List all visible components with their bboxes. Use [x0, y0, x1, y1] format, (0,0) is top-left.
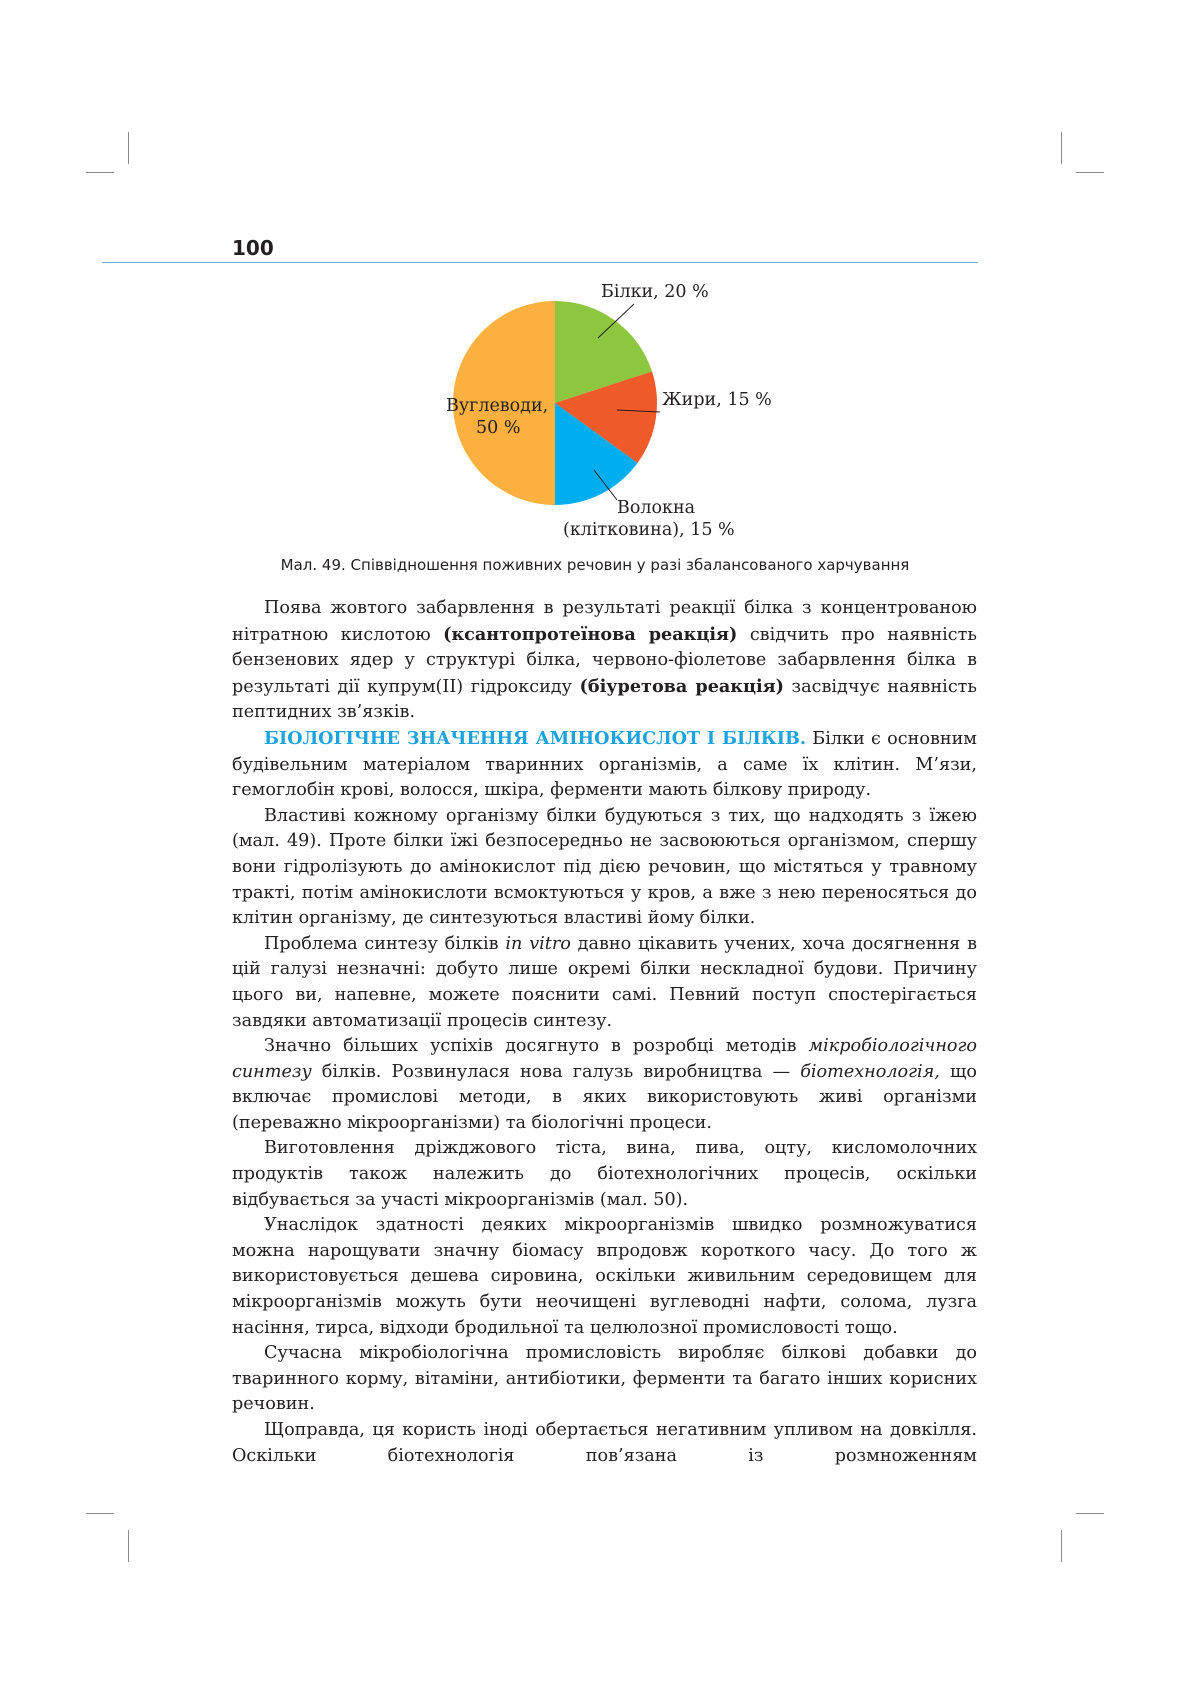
- paragraph: Властиві кожному організму білки будуються з тих, що надходять з їжею (мал. 49). Проте білки їжі безпосередньо не засвоюються організмом, спершу вони гідролізують до амінокислот під дією речовин, що містяться у травному тракті, потім амінокислоти всмоктуються у кров, а вже з нею переносяться до клітин організму, де синтезуються властиві йому білки.: [232, 805, 977, 929]
- paragraph: Унаслідок здатності деяких мікроорганізмів швидко розмножуватися можна нарощувати значну біомасу впродовж короткого часу. До того ж використовується дешева сировина, оскільки живильним середовищем для мікроорганізмів можуть бути неочищені вуглеводні нафти, солома, лузга насіння, тирса, відходи бродильної та целюлозної промисловості тощо.: [232, 1215, 977, 1338]
- label-fats: Жири, 15 %: [662, 390, 772, 410]
- paragraph: БІОЛОГІЧНЕ ЗНАЧЕННЯ АМІНОКИСЛОТ І БІЛКІВ. Білки є основним будівельним матеріалом тваринних організмів, а саме їх клітин. М’язи, гемоглобін крові, волосся, шкіра, ферменти мають білкову природу.: [232, 727, 977, 801]
- section-heading: БІОЛОГІЧНЕ ЗНАЧЕННЯ АМІНОКИСЛОТ І БІЛКІВ.: [264, 727, 806, 749]
- crop-mark: [86, 1513, 114, 1514]
- label-proteins: Білки, 20 %: [601, 282, 709, 302]
- paragraph: Виготовлення дріжджового тіста, вина, пива, оцту, кисломолочних продуктів також належить до біотехнологічних процесів, оскільки відбувається за участі мікроорганізмів (мал. 50).: [232, 1138, 977, 1210]
- paragraph: Поява жовтого забарвлення в результаті реакції білка з концентрованою нітратною кислотою (ксантопротеїнова реакція) свідчить про наявність бензенових ядер у структурі білка, червоно-фіолетове забарвлення білка в результаті дії купрум(ІІ) гідроксиду (біуретова реакція) засвідчує наявність пептидних зв’язків.: [232, 598, 977, 723]
- crop-mark: [1076, 1513, 1104, 1514]
- figure-49: [0, 0, 1190, 560]
- label-fibers-line1: Волокна: [617, 498, 696, 518]
- pie-chart: [0, 0, 1190, 560]
- page-number: 100: [232, 236, 274, 260]
- paragraph: Значно більших успіхів досягнуто в розробці методів мікробіологічного синтезу білків. Розвинулася нова галузь виробництва — біотехнологія, що включає промислові методи, в яких використовують живі організми (переважно мікроорганізми) та біологічні процеси.: [232, 1036, 977, 1133]
- figure-caption: Мал. 49. Співвідношення поживних речовин у разі збалансованого харчування: [280, 556, 910, 574]
- label-carbs-line1: Вуглеводи,: [446, 396, 549, 416]
- label-carbs-line2: 50 %: [476, 418, 521, 438]
- paragraph: Щоправда, ця користь іноді обертається негативним упливом на довкілля. Оскільки біотехнологія пов’язана із розмноженням: [232, 1420, 977, 1466]
- paragraph: Проблема синтезу білків in vitro давно цікавить учених, хоча досягнення в цій галузі незначні: добуто лише окремі білки нескладної будови. Причину цього ви, напевне, можете пояснити самі. Певний поступ спостерігається завдяки автоматизації процесів синтезу.: [232, 933, 977, 1031]
- crop-mark: [1061, 1530, 1062, 1562]
- body-text: [232, 596, 977, 1469]
- paragraph: Сучасна мікробіологічна промисловість виробляє білкові добавки до тваринного корму, вітаміни, антибіотики, ферменти та багато інших корисних речовин.: [232, 1343, 977, 1415]
- label-fibers-line2: (клітковина), 15 %: [563, 520, 735, 540]
- crop-mark: [128, 1530, 129, 1562]
